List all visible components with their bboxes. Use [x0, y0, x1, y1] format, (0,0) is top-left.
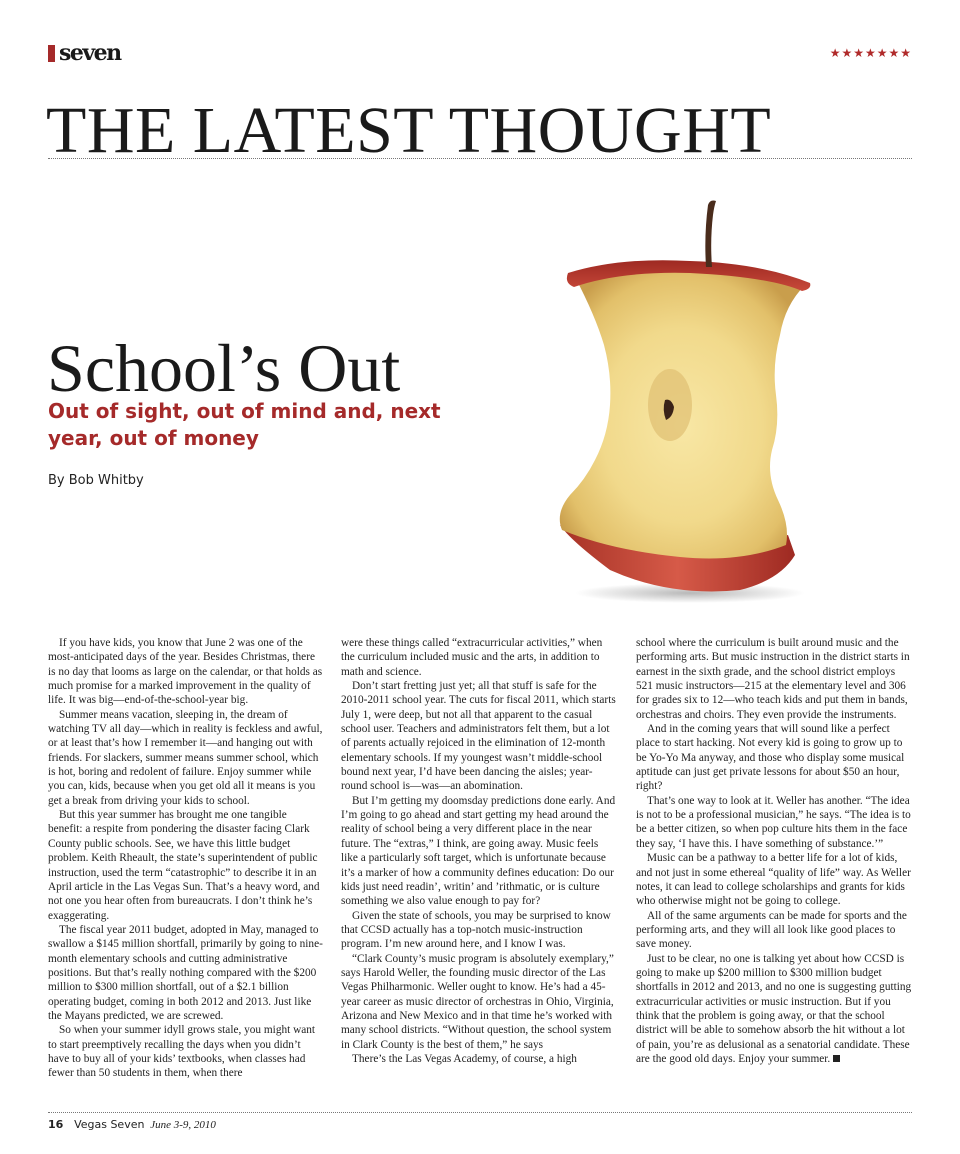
paragraph: “Clark County’s music program is absolutely exemplary,” says Harold Weller, the founding music director of the Las Vegas Philharmonic. Weller ought to know. He’s had a 45-year career as music director of orchestras in Ohio, Virginia, Arizona and New Mexico and in that time he’s worked with many school districts. “Without question, the school system in Clark County is the best of them,” he says — [341, 952, 614, 1051]
article-column-1 — [48, 636, 324, 1081]
page-number: 16 — [48, 1118, 64, 1131]
magazine-name: Vegas Seven — [74, 1118, 145, 1131]
paragraph: school where the curriculum is built around music and the performing arts. But music instruction in the district starts in earnest in the sixth grade, and the school district employs 521 music instructors—215 at the elementary level and 306 for grades six to 12—who teach kids and put them in bands, orchestras and choirs. They even provide the instruments. — [636, 637, 910, 721]
paragraph: So when your summer idyll grows stale, you might want to start preemptively recalling the days when you didn’t have to buy all of your kids’ textbooks, when classes had fewer than 50 students in them, when there — [48, 1024, 316, 1080]
article-title: School’s Out — [47, 330, 401, 406]
paragraph: Music can be a pathway to a better life for a lot of kids, and not just in some ethereal “quality of life” way. As Weller notes, it can lead to college scholarships and grants for kids who otherwise might not be going to college. — [636, 852, 911, 908]
paragraph: That’s one way to look at it. Weller has another. “The idea is not to be a professional musician,” he says. “The idea is to be a better citizen, so when pop culture hits them in the face they say, ‘I have this. I have something of substance.’” — [636, 794, 911, 850]
article-subtitle: Out of sight, out of mind and, next year, out of money — [48, 399, 441, 450]
article-column-3 — [636, 636, 912, 1066]
paragraph: The fiscal year 2011 budget, adopted in May, managed to swallow a $145 million shortfall, primarily by going to nine-month elementary schools and cutting administrative positions. But that’s really nothing compared with the $200 million to $300 million shortfall, out of a $2.1 billion operating budget, coming in both 2012 and 2013. Just like the Mayans predicted, we are screwed. — [48, 923, 323, 1022]
issue-date: June 3-9, 2010 — [150, 1119, 216, 1131]
paragraph: And in the coming years that will sound like a perfect place to start hacking. Not every kid is going to grow up to be Yo-Yo Ma anyway, and those who display some musical aptitude can just get private lessons for about $50 an hour, right? — [636, 723, 905, 793]
section-title: THE LATEST THOUGHT — [46, 94, 772, 167]
paragraph: There’s the Las Vegas Academy, of course, a high — [352, 1052, 577, 1065]
paragraph: All of the same arguments can be made for sports and the performing arts, and they will all look like good places to save money. — [636, 909, 907, 951]
top-divider — [48, 158, 912, 159]
star-rating-decoration: ★★★★★★★ — [829, 46, 912, 60]
paragraph: If you have kids, you know that June 2 was one of the most-anticipated days of the year. Besides Christmas, there is no day that looms as large on the calendar, or that holds as much promise for a marked improvement in the quality of life. It was big—end-of-the-school-year big. — [48, 637, 323, 707]
paragraph: Don’t start fretting just yet; all that stuff is safe for the 2010-2011 school year. The cuts for fiscal 2011, which starts July 1, were deep, but not all that apparent to the casual school user. Teachers and administrators felt them, but a lot of parents actually rejoiced in the elimination of 12-month elementary schools. If my youngest wasn’t middle-school bound next year, I’d have been dancing the aisles; year-round school is—was—an abomination. — [341, 680, 616, 793]
article-column-2 — [341, 636, 617, 1066]
paragraph-text: Just to be clear, no one is talking yet about how CCSD is going to make up $200 million to $300 million budget shortfalls in 2012 and 2013, and no one is suggesting gutting extracurricular activities or music instruction. But if you think that the problem is going away, or that the school district will be able to somehow absorb the hit without a lot of pain, you’re as delusional as a senatorial candidate. These are the good old days. Enjoy your summer. — [636, 952, 912, 1065]
masthead-logo — [48, 42, 121, 64]
paragraph: Summer means vacation, sleeping in, the dream of watching TV all day—which in reality is feckless and awful, or at least that’s how I remember it—and hanging out with friends. For slackers, summer means summer school, which is hot, boring and redolent of failure. Enjoy summer while you can, kids, because when you get old all it means is you get a break from driving your kids to school. — [48, 708, 323, 807]
last-paragraph — [636, 952, 912, 1067]
article-byline: By Bob Whitby — [48, 473, 144, 488]
paragraph: were these things called “extracurricular activities,” when the curriculum included music and the arts, in addition to math and science. — [341, 637, 603, 678]
end-mark-icon — [833, 1055, 840, 1062]
logo-bar — [48, 45, 55, 62]
paragraph: But this year summer has brought me one tangible benefit: a respite from pondering the disaster facing Clark County public schools. See, we have this little budget problem. Keith Rheault, the state’s superintendent of public instruction, used the term “catastrophic” to describe it in an April article in the Las Vegas Sun. That’s a heavy word, and not one you hear often from bureaucrats. I don’t think he’s exaggerating. — [48, 809, 320, 922]
logo-text: seven — [59, 40, 121, 66]
page-footer — [48, 1118, 216, 1131]
bottom-divider — [48, 1112, 912, 1113]
paragraph: Given the state of schools, you may be surprised to know that CCSD actually has a top-notch music-instruction program. I’m new around here, and I know I was. — [341, 909, 611, 951]
apple-core-image — [540, 195, 820, 605]
paragraph: But I’m getting my doomsday predictions done early. And I’m going to go ahead and start getting my head around the reality of school being a very different place in the near future. The “extras,” I think, are going away. Music feels like a particularly soft target, which is unfortunate because it’s a marker of how a community defines education: Do our kids just need readin’, writin’ and ’rithmatic, or is culture something we also value enough to pay for? — [341, 794, 616, 908]
